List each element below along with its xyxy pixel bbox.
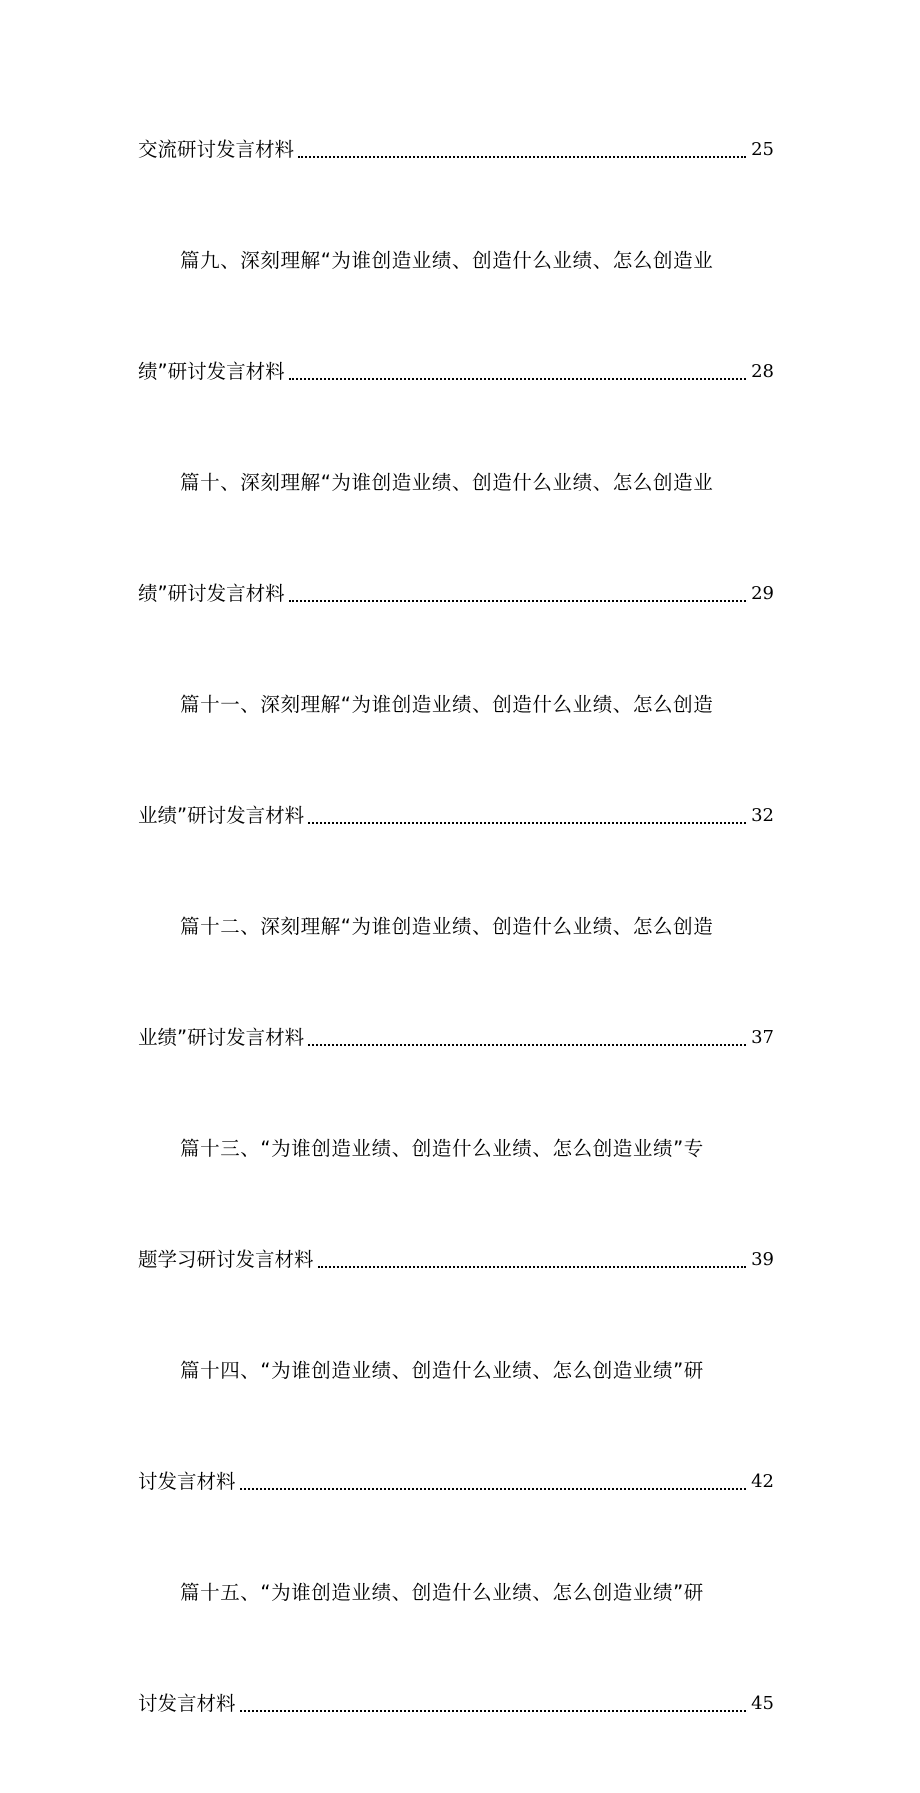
dot-leader	[289, 378, 746, 380]
toc-page-number: 45	[751, 1693, 774, 1714]
toc-entry-continuation[interactable]	[138, 128, 774, 239]
toc-entry-title-part1: 篇十三、“为谁创造业绩、创造什么业绩、怎么创造业绩”专	[180, 1137, 704, 1160]
toc-entry-second-line	[138, 1016, 774, 1060]
dot-leader	[308, 1044, 746, 1046]
toc-entry-title-part1: 篇十一、深刻理解“为谁创造业绩、创造什么业绩、怎么创造	[180, 693, 714, 716]
toc-entry-second-line	[138, 1238, 774, 1282]
toc-entry-second-line	[138, 1682, 774, 1726]
toc-entry[interactable]	[138, 683, 774, 905]
toc-entries	[138, 239, 774, 1793]
toc-entry-first-line	[138, 683, 774, 727]
toc-entry-title-part2: 绩”研讨发言材料	[138, 360, 285, 383]
toc-entry-title-part2: 讨发言材料	[138, 1692, 236, 1715]
toc-page-number: 39	[751, 1249, 774, 1270]
toc-entry-second-line	[138, 794, 774, 838]
toc-entry-title-part1: 篇十、深刻理解“为谁创造业绩、创造什么业绩、怎么创造业	[180, 471, 714, 494]
toc-entry[interactable]	[138, 1571, 774, 1793]
toc-page-number: 28	[751, 361, 774, 382]
toc-entry-title-part2: 业绩”研讨发言材料	[138, 804, 305, 827]
toc-entry[interactable]	[138, 461, 774, 683]
dot-leader	[240, 1488, 746, 1490]
dot-leader	[298, 156, 746, 158]
toc-page-number: 42	[751, 1471, 774, 1492]
toc-page-number: 37	[751, 1027, 774, 1048]
toc-entry[interactable]	[138, 905, 774, 1127]
toc-entry[interactable]	[138, 1127, 774, 1349]
toc-entry-first-line	[138, 1571, 774, 1615]
toc-entry-first-line	[138, 461, 774, 505]
toc-entry-title-part2: 绩”研讨发言材料	[138, 582, 285, 605]
dot-leader	[318, 1266, 746, 1268]
toc-entry-title-part2: 讨发言材料	[138, 1470, 236, 1493]
dot-leader	[308, 822, 746, 824]
toc-entry-title-part1: 篇十四、“为谁创造业绩、创造什么业绩、怎么创造业绩”研	[180, 1359, 704, 1382]
toc-entry-title: 交流研讨发言材料	[138, 138, 295, 161]
toc-entry-line	[138, 128, 774, 172]
toc-entry-title-part2: 业绩”研讨发言材料	[138, 1026, 305, 1049]
toc-entry-second-line	[138, 572, 774, 616]
toc-entry-first-line	[138, 1127, 774, 1171]
toc-entry-title-part1: 篇九、深刻理解“为谁创造业绩、创造什么业绩、怎么创造业	[180, 249, 714, 272]
toc-entry-title-part2: 题学习研讨发言材料	[138, 1248, 314, 1271]
toc-entry-first-line	[138, 1349, 774, 1393]
toc-entry-first-line	[138, 905, 774, 949]
toc-page-number: 32	[751, 805, 774, 826]
dot-leader	[289, 600, 746, 602]
toc-entry[interactable]	[138, 1349, 774, 1571]
toc-entry-second-line	[138, 1460, 774, 1504]
toc-entry-first-line	[138, 239, 774, 283]
toc-page-number: 25	[751, 139, 774, 160]
toc-page-number: 29	[751, 583, 774, 604]
toc-entry[interactable]	[138, 239, 774, 461]
dot-leader	[240, 1710, 746, 1712]
toc-entry-second-line	[138, 350, 774, 394]
toc-entry-title-part1: 篇十五、“为谁创造业绩、创造什么业绩、怎么创造业绩”研	[180, 1581, 704, 1604]
table-of-contents	[138, 128, 774, 1793]
toc-entry-title-part1: 篇十二、深刻理解“为谁创造业绩、创造什么业绩、怎么创造	[180, 915, 714, 938]
